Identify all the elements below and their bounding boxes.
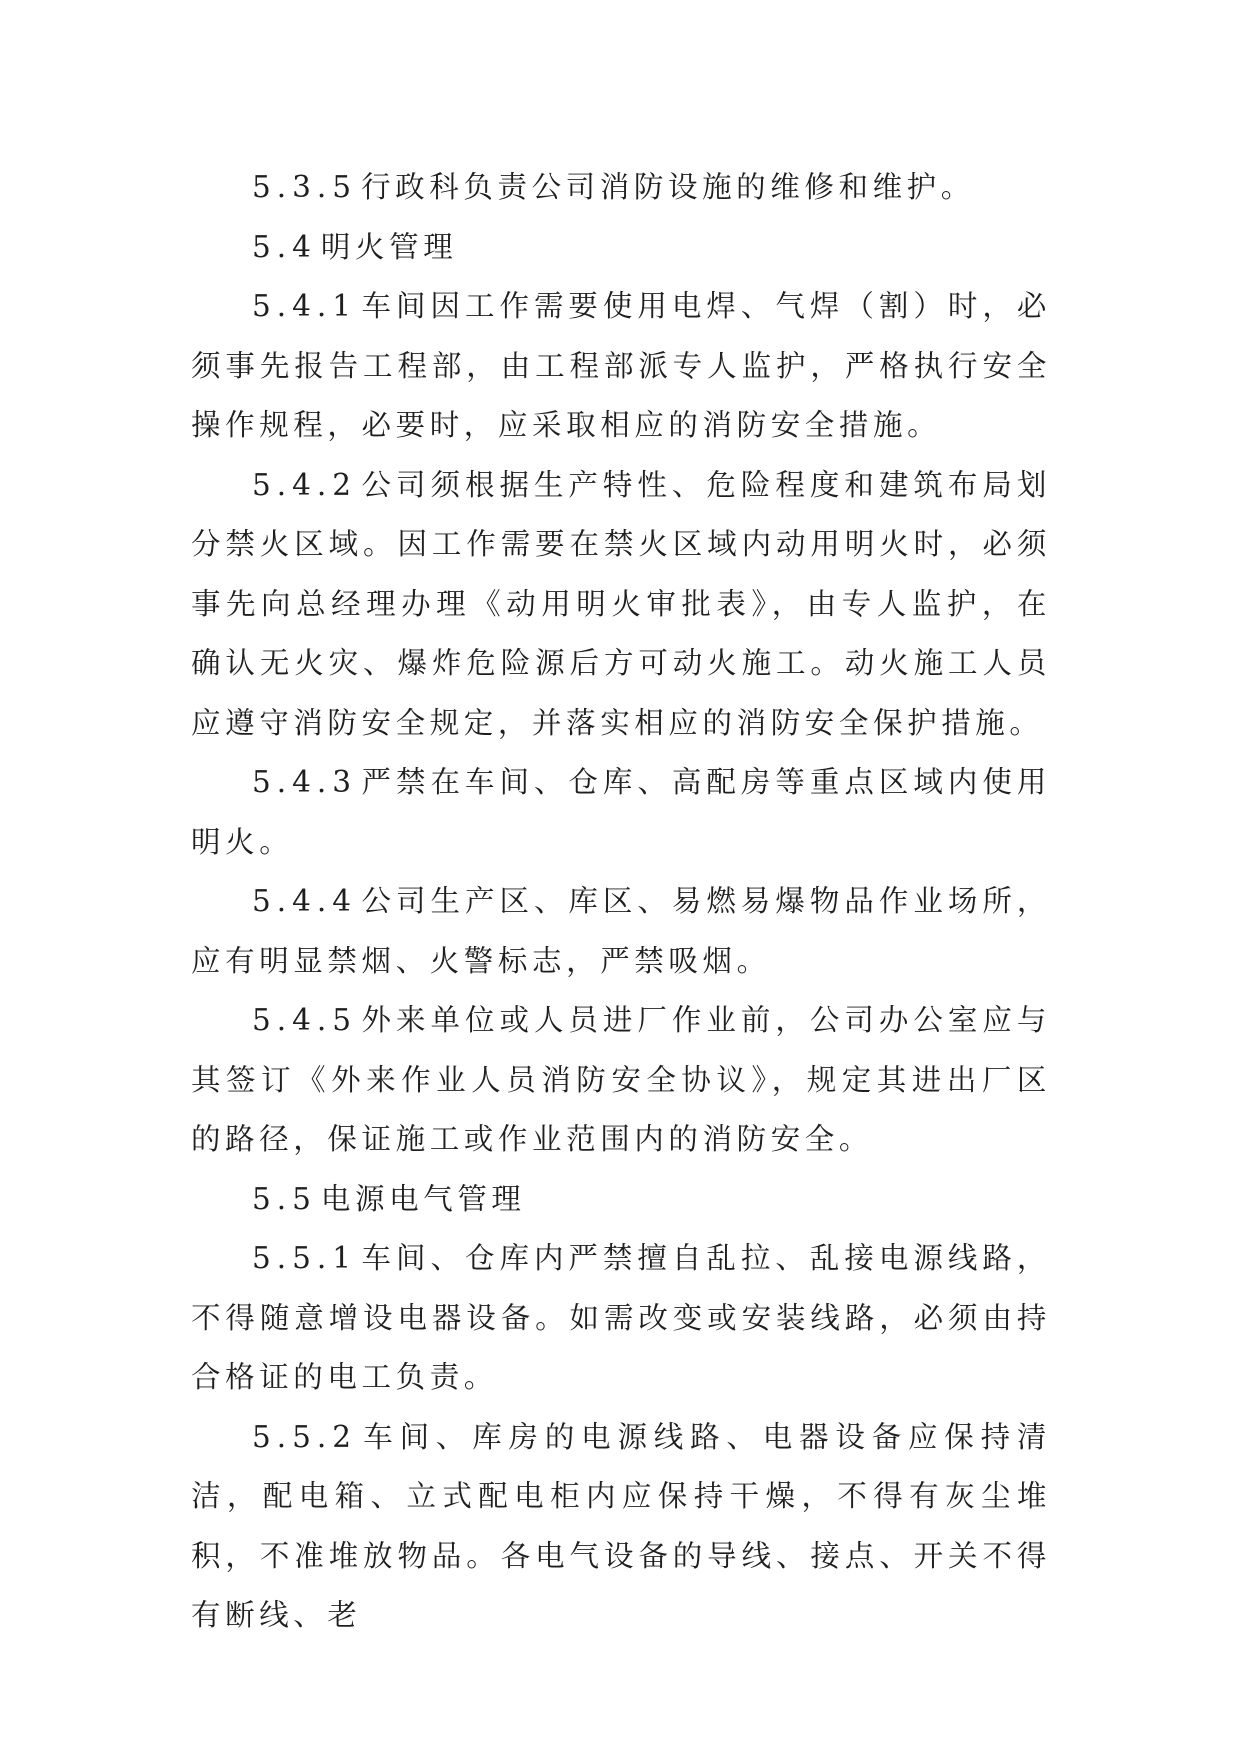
paragraph-5-4-2 — [191, 456, 1051, 754]
paragraph-5-5-1 — [191, 1229, 1051, 1408]
paragraph-5-3-5 — [191, 158, 1051, 218]
paragraph-5-4-4 — [191, 872, 1051, 991]
clause-number: 5.4.5 — [252, 1003, 358, 1037]
clause-text: 车间因工作需要使用电焊、气焊（割）时，必须事先报告工程部，由工程部派专人监护，严格执行安全操作规程，必要时，应采取相应的消防安全措施。 — [191, 289, 1051, 442]
clause-text: 行政科负责公司消防设施的维修和维护。 — [361, 170, 975, 204]
clause-number: 5.4.3 — [252, 765, 358, 799]
paragraph-5-4-1 — [191, 277, 1051, 456]
document-body — [191, 158, 1051, 1646]
paragraph-5-4-3 — [191, 753, 1051, 872]
clause-number: 5.5.1 — [252, 1241, 358, 1275]
clause-text: 外来单位或人员进厂作业前，公司办公室应与其签订《外来作业人员消防安全协议》，规定其进出厂区的路径，保证施工或作业范围内的消防安全。 — [191, 1003, 1051, 1156]
clause-number: 5.5.2 — [252, 1419, 358, 1454]
clause-text: 公司生产区、库区、易燃易爆物品作业场所，应有明显禁烟、火警标志，严禁吸烟。 — [191, 884, 1051, 978]
clause-number: 5.4.2 — [252, 467, 358, 502]
paragraph-5-5-2 — [191, 1408, 1051, 1646]
clause-text: 车间、库房的电源线路、电器设备应保持清洁，配电箱、立式配电柜内应保持干燥，不得有灰尘堆积，不准堆放物品。各电气设备的导线、接点、开关不得有断线、老 — [191, 1419, 1051, 1632]
section-title: 电源电气管理 — [320, 1181, 526, 1216]
section-number: 5.5 — [252, 1181, 317, 1216]
section-title: 明火管理 — [320, 229, 458, 264]
clause-number: 5.4.4 — [252, 884, 358, 918]
clause-number: 5.4.1 — [252, 289, 358, 323]
section-heading-5-4 — [191, 218, 1051, 278]
clause-text: 车间、仓库内严禁擅自乱拉、乱接电源线路，不得随意增设电器设备。如需改变或安装线路，必须由持合格证的电工负责。 — [191, 1241, 1051, 1394]
paragraph-5-4-5 — [191, 991, 1051, 1170]
section-heading-5-5 — [191, 1170, 1051, 1230]
clause-number: 5.3.5 — [252, 170, 358, 204]
clause-text: 严禁在车间、仓库、高配房等重点区域内使用明火。 — [191, 765, 1051, 859]
clause-text: 公司须根据生产特性、危险程度和建筑布局划分禁火区域。因工作需要在禁火区域内动用明火时，必须事先向总经理办理《动用明火审批表》，由专人监护，在确认无火灾、爆炸危险源后方可动火施工。动火施工人员应遵守消防安全规定，并落实相应的消防安全保护措施。 — [191, 467, 1051, 740]
section-number: 5.4 — [252, 229, 317, 264]
